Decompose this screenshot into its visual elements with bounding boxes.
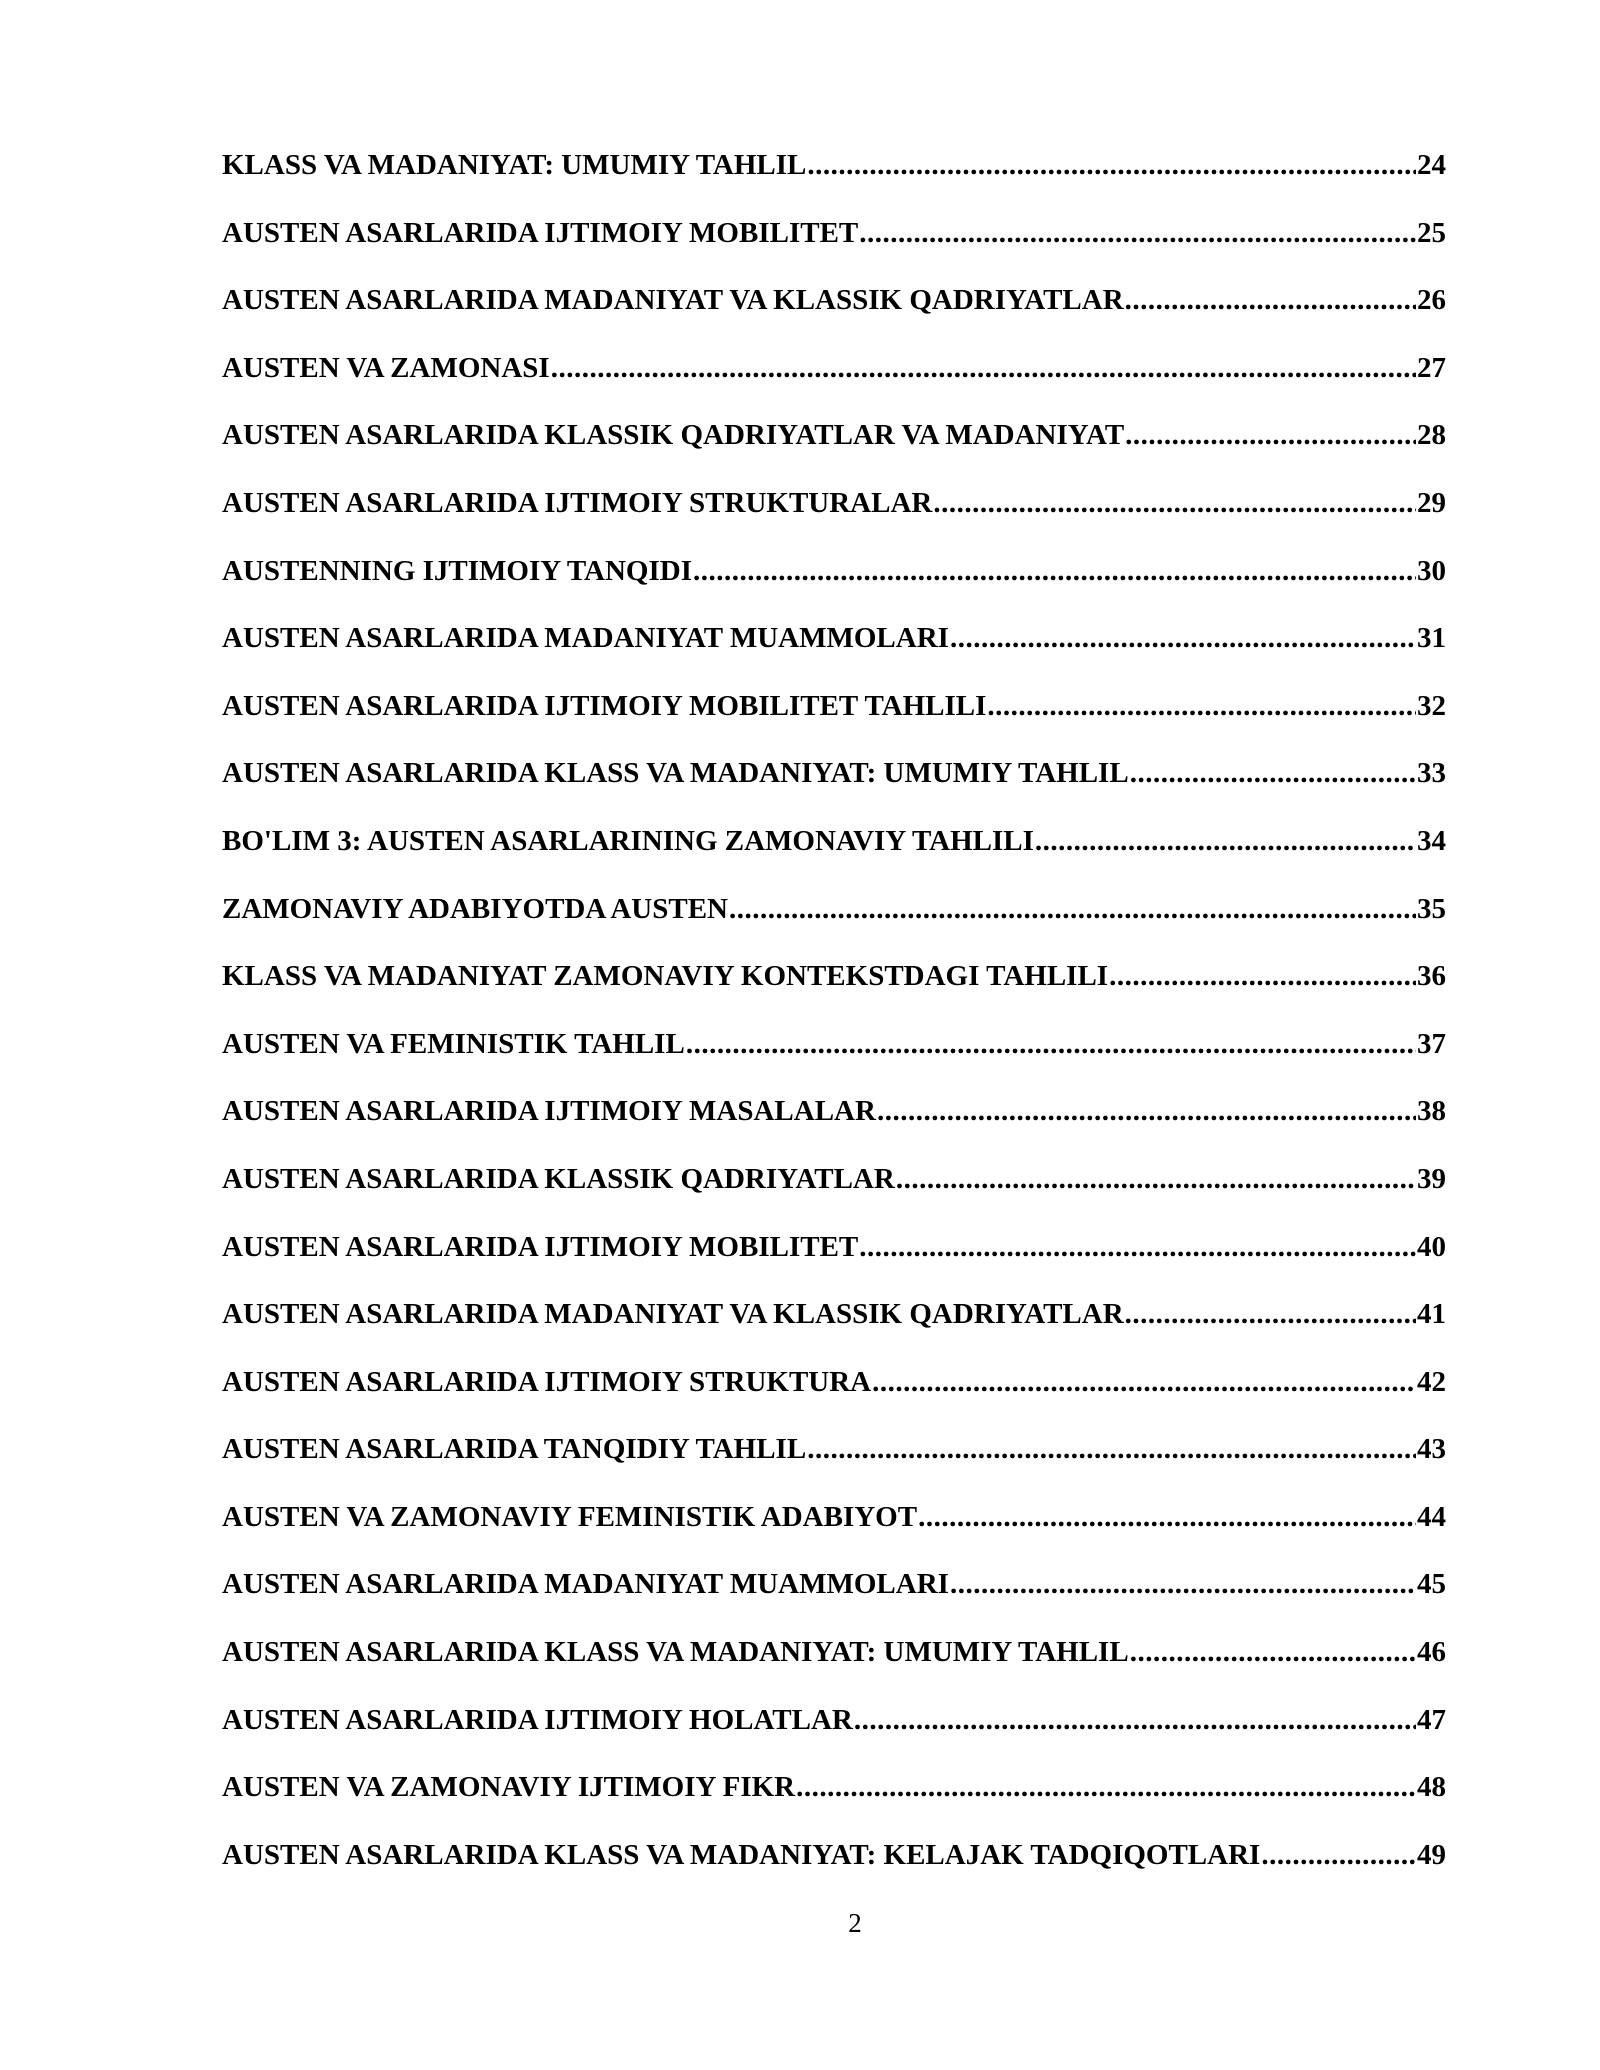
toc-dot-leader — [872, 1362, 1416, 1402]
toc-entry-page: 30 — [1417, 554, 1446, 587]
toc-entry-title: AUSTEN ASARLARIDA MADANIYAT MUAMMOLARI — [222, 622, 949, 655]
toc-dot-leader — [896, 1159, 1416, 1199]
toc-dot-leader — [950, 1564, 1416, 1604]
toc-entry-page: 28 — [1417, 419, 1446, 452]
toc-entry-title: AUSTEN ASARLARIDA MADANIYAT MUAMMOLARI — [222, 1568, 949, 1601]
toc-entry-page: 42 — [1417, 1365, 1446, 1398]
toc-entry-page: 46 — [1417, 1636, 1446, 1669]
toc-entry-page: 38 — [1417, 1095, 1446, 1128]
toc-entry-page: 24 — [1417, 149, 1446, 181]
toc-entry-title: AUSTEN ASARLARIDA KLASS VA MADANIYAT: KELAJAK TADQIQOTLARI — [222, 1838, 1261, 1871]
toc-entry-title: AUSTEN ASARLARIDA KLASS VA MADANIYAT: UMUMIY TAHLIL — [222, 1636, 1129, 1669]
toc-entry[interactable] — [222, 1159, 1446, 1227]
toc-dot-leader — [877, 1091, 1416, 1131]
toc-dot-leader — [854, 1700, 1416, 1740]
toc-entry[interactable] — [222, 618, 1446, 686]
toc-entry-page: 32 — [1417, 689, 1446, 722]
toc-entry-title: AUSTEN ASARLARIDA MADANIYAT VA KLASSIK QADRIYATLAR — [222, 1298, 1124, 1331]
toc-entry[interactable] — [222, 1227, 1446, 1295]
toc-entry-page: 33 — [1417, 757, 1446, 790]
toc-entry-title: AUSTEN VA ZAMONASI — [222, 351, 550, 384]
toc-dot-leader — [918, 1497, 1416, 1537]
toc-entry[interactable] — [222, 889, 1446, 957]
toc-entry[interactable] — [222, 1564, 1446, 1632]
toc-dot-leader — [859, 213, 1416, 253]
toc-entry-title: AUSTEN ASARLARIDA IJTIMOIY HOLATLAR — [222, 1703, 853, 1736]
toc-entry[interactable] — [222, 1294, 1446, 1362]
toc-dot-leader — [551, 348, 1416, 388]
toc-dot-leader — [693, 551, 1416, 591]
toc-entry-page: 41 — [1417, 1298, 1446, 1331]
toc-entry-page: 45 — [1417, 1568, 1446, 1601]
toc-entry-page: 26 — [1417, 284, 1446, 317]
toc-entry-page: 35 — [1417, 892, 1446, 925]
toc-entry-page: 29 — [1417, 486, 1446, 519]
table-of-contents — [222, 145, 1446, 1902]
toc-dot-leader — [950, 618, 1416, 658]
toc-dot-leader — [1125, 280, 1416, 320]
page-number: 2 — [848, 1908, 862, 1938]
toc-entry-page: 47 — [1417, 1703, 1446, 1736]
toc-dot-leader — [729, 889, 1416, 929]
toc-dot-leader — [1130, 1632, 1416, 1672]
toc-entry-title: AUSTEN VA FEMINISTIK TAHLIL — [222, 1027, 685, 1060]
toc-dot-leader — [796, 1767, 1416, 1807]
toc-entry-page: 44 — [1417, 1500, 1446, 1533]
toc-dot-leader — [1035, 821, 1416, 861]
toc-entry[interactable] — [222, 1700, 1446, 1768]
toc-dot-leader — [807, 1429, 1416, 1469]
toc-dot-leader — [987, 686, 1416, 726]
toc-entry[interactable] — [222, 956, 1446, 1024]
toc-dot-leader — [933, 483, 1416, 523]
toc-entry-page: 34 — [1417, 824, 1446, 857]
toc-entry-title: BO'LIM 3: AUSTEN ASARLARINING ZAMONAVIY TAHLILI — [222, 824, 1034, 857]
toc-entry-title: AUSTEN ASARLARIDA IJTIMOIY MASALALAR — [222, 1095, 876, 1128]
toc-entry-title: KLASS VA MADANIYAT: UMUMIY TAHLIL — [222, 149, 807, 181]
toc-entry-title: AUSTEN VA ZAMONAVIY IJTIMOIY FIKR — [222, 1771, 796, 1804]
toc-entry-title: AUSTEN ASARLARIDA IJTIMOIY STRUKTURALAR — [222, 486, 933, 519]
toc-entry[interactable] — [222, 1835, 1446, 1903]
toc-entry-title: AUSTEN ASARLARIDA KLASSIK QADRIYATLAR — [222, 1162, 895, 1195]
toc-dot-leader — [686, 1024, 1416, 1064]
toc-entry[interactable] — [222, 821, 1446, 889]
toc-entry-page: 39 — [1417, 1162, 1446, 1195]
toc-entry-title: AUSTEN VA ZAMONAVIY FEMINISTIK ADABIYOT — [222, 1500, 918, 1533]
toc-entry[interactable] — [222, 1632, 1446, 1700]
toc-dot-leader — [1261, 1835, 1416, 1875]
toc-entry-page: 49 — [1417, 1838, 1446, 1871]
toc-entry-page: 27 — [1417, 351, 1446, 384]
toc-entry[interactable] — [222, 1767, 1446, 1835]
toc-entry-title: AUSTEN ASARLARIDA IJTIMOIY MOBILITET — [222, 216, 859, 249]
toc-entry-title: ZAMONAVIY ADABIYOTDA AUSTEN — [222, 892, 728, 925]
toc-entry-title: AUSTEN ASARLARIDA IJTIMOIY MOBILITET — [222, 1230, 859, 1263]
toc-dot-leader — [1109, 956, 1416, 996]
toc-entry-page: 25 — [1417, 216, 1446, 249]
toc-entry[interactable] — [222, 415, 1446, 483]
toc-entry-title: AUSTEN ASARLARIDA TANQIDIY TAHLIL — [222, 1433, 807, 1466]
toc-dot-leader — [859, 1227, 1416, 1267]
toc-entry-page: 31 — [1417, 622, 1446, 655]
toc-entry[interactable] — [222, 686, 1446, 754]
toc-entry-title: AUSTEN ASARLARIDA MADANIYAT VA KLASSIK QADRIYATLAR — [222, 284, 1124, 317]
toc-entry[interactable] — [222, 483, 1446, 551]
toc-entry[interactable] — [222, 348, 1446, 416]
toc-entry-title: AUSTEN ASARLARIDA KLASS VA MADANIYAT: UMUMIY TAHLIL — [222, 757, 1129, 790]
toc-entry-page: 36 — [1417, 960, 1446, 993]
toc-dot-leader — [807, 145, 1416, 185]
toc-entry-title: KLASS VA MADANIYAT ZAMONAVIY KONTEKSTDAGI TAHLILI — [222, 960, 1109, 993]
toc-entry-title: AUSTEN ASARLARIDA KLASSIK QADRIYATLAR VA MADANIYAT — [222, 419, 1125, 452]
toc-entry-page: 43 — [1417, 1433, 1446, 1466]
toc-entry[interactable] — [222, 753, 1446, 821]
toc-dot-leader — [1125, 415, 1416, 455]
toc-entry[interactable] — [222, 1091, 1446, 1159]
toc-dot-leader — [1130, 753, 1416, 793]
toc-entry-title: AUSTEN ASARLARIDA IJTIMOIY STRUKTURA — [222, 1365, 872, 1398]
toc-entry[interactable] — [222, 213, 1446, 281]
toc-entry-page: 37 — [1417, 1027, 1446, 1060]
toc-entry-page: 40 — [1417, 1230, 1446, 1263]
toc-entry-title: AUSTENNING IJTIMOIY TANQIDI — [222, 554, 692, 587]
toc-dot-leader — [1125, 1294, 1416, 1334]
toc-entry[interactable] — [222, 1362, 1446, 1430]
toc-entry-page: 48 — [1417, 1771, 1446, 1804]
toc-entry[interactable] — [222, 1497, 1446, 1565]
toc-entry[interactable] — [222, 1024, 1446, 1092]
toc-entry[interactable] — [222, 280, 1446, 348]
toc-entry[interactable] — [222, 551, 1446, 619]
toc-entry[interactable] — [222, 1429, 1446, 1497]
toc-entry-title: AUSTEN ASARLARIDA IJTIMOIY MOBILITET TAHLILI — [222, 689, 987, 722]
toc-entry[interactable] — [222, 145, 1446, 213]
